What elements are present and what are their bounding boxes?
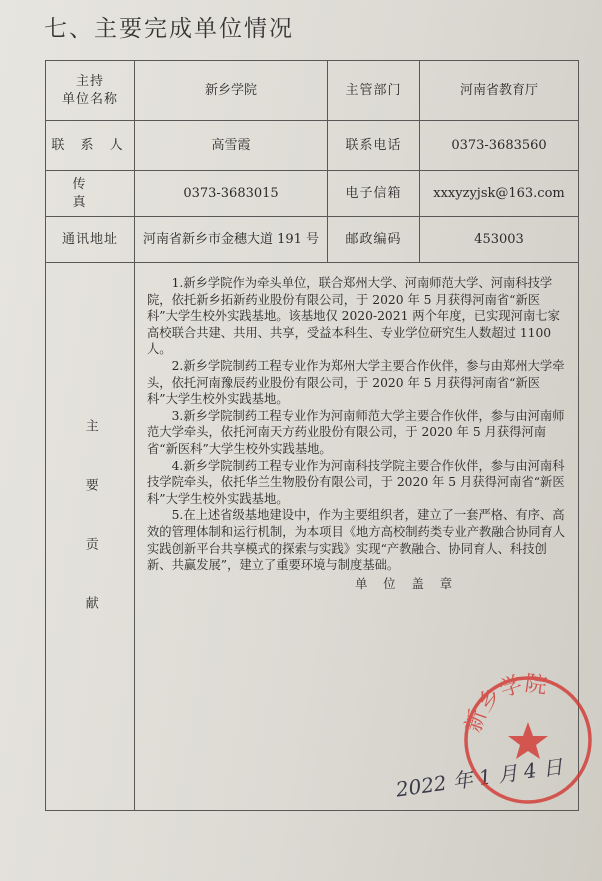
contribution-label: 主要贡献 (82, 418, 98, 655)
section-title: 七、主要完成单位情况 (44, 16, 294, 42)
phone-label: 联系电话 (328, 121, 420, 171)
contribution-paragraph: 1.新乡学院作为牵头单位，联合郑州大学、河南师范大学、河南科技学院，依托新乡拓新药业股份有限公司，于 2020 年 5 月获得河南省“新医科”大学生校外实践基地。该基地仅 2020-2021 两个年度，已实现河南七家高校联合共建、共用、共享，受益本科生、专业学位研究生人数超过 1100 人。 (147, 276, 560, 357)
phone-value: 0373-3683560 (420, 121, 579, 171)
table-row (46, 121, 579, 171)
contact-label: 联 系 人 (46, 121, 135, 171)
table-row (46, 171, 579, 217)
email-label: 电子信箱 (328, 171, 420, 217)
unit-name-value: 新乡学院 (135, 61, 328, 121)
table-row (46, 217, 579, 263)
email-value: xxxyzyjsk@163.com (420, 171, 579, 217)
contribution-paragraph: 5.在上述省级基地建设中，作为主要组织者，建立了一套严格、有序、高效的管理体制和运行机制，为本项目《地方高校制药类专业产教融合协同育人实践创新平台共享模式的探索与实践》实现“产教融合、协同育人、科技创新、共赢发展”，建立了重要环境与制度基础。 (147, 508, 566, 573)
handwritten-date: 2022 年 1 月 4 日 (394, 754, 565, 802)
fax-value: 0373-3683015 (135, 171, 328, 217)
fax-label: 传 真 (46, 171, 135, 217)
postcode-value: 453003 (420, 217, 579, 263)
postcode-label: 邮政编码 (328, 217, 420, 263)
table-row (46, 61, 579, 121)
seal-text: 新乡学院 (461, 671, 549, 736)
address-label: 通讯地址 (46, 217, 135, 263)
unit-name-label: 主持 单位名称 (46, 61, 135, 121)
contribution-paragraph: 4.新乡学院制药工程专业作为河南科技学院主要合作伙伴，参与由河南科技学院牵头，依托华兰生物股份有限公司，于 2020 年 5 月获得河南省“新医科”大学生校外实践基地。 (147, 458, 565, 506)
dept-value: 河南省教育厅 (420, 61, 579, 121)
seal-star-icon (508, 722, 548, 759)
signature-label: 单 位 盖 章 (355, 576, 458, 591)
contribution-label-cell (46, 263, 135, 811)
dept-label: 主管部门 (328, 61, 420, 121)
contribution-paragraph: 2.新乡学院制药工程专业作为郑州大学主要合作伙伴，参与由郑州大学牵头，依托河南豫辰药业股份有限公司，于 2020 年 5 月获得河南省“新医科”大学生校外实践基地。 (147, 358, 565, 407)
address-value: 河南省新乡市金穗大道 191 号 (135, 217, 328, 263)
official-seal-icon (450, 660, 600, 810)
contact-value: 高雪霞 (135, 121, 328, 171)
contribution-paragraph: 3.新乡学院制药工程专业作为河南师范大学主要合作伙伴，参与由河南师范大学牵头，依托河南天方药业股份有限公司，于 2020 年 5 月获得河南省“新医科”大学生校外实践基地。 (147, 408, 565, 456)
